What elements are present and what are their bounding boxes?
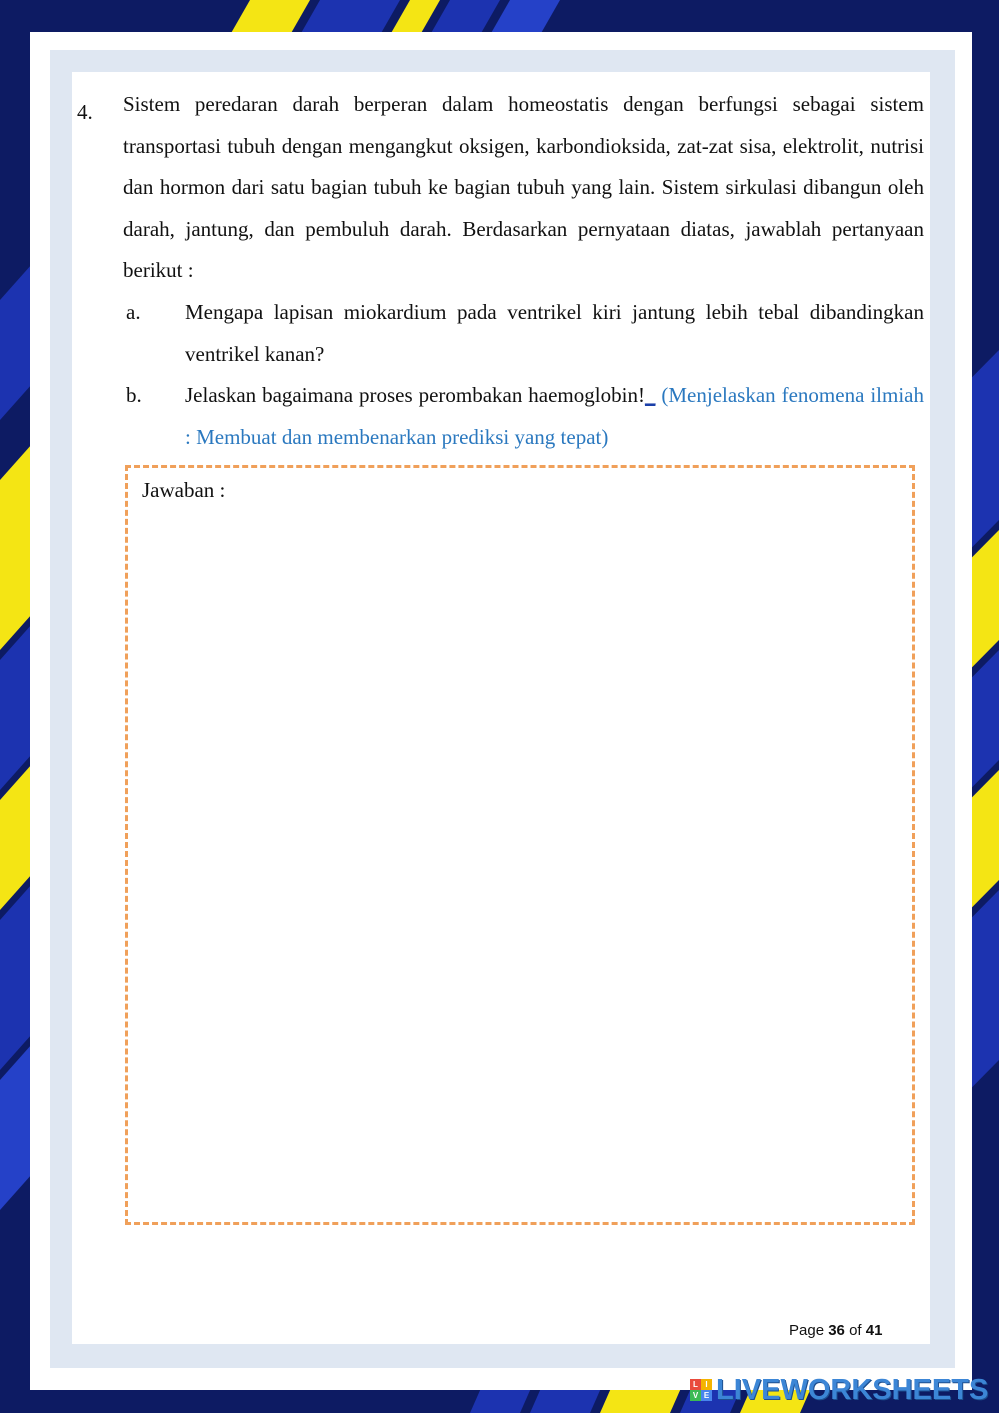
liveworksheets-logo-icon (690, 1379, 712, 1401)
logo-letter-i: I (701, 1379, 712, 1390)
sub-item-b-note: (Menjelaskan fenomena ilmiah : Membuat dan membenarkan prediksi yang tepat) (185, 383, 924, 449)
answer-box[interactable] (125, 465, 915, 1225)
page-word: Page (789, 1322, 825, 1339)
sub-item-b (185, 375, 924, 458)
liveworksheets-watermark (690, 1374, 990, 1406)
sub-item-b-text: Jelaskan bagaimana proses perombakan haemoglobin! (185, 383, 645, 407)
logo-letter-l: L (690, 1379, 701, 1390)
sub-item-b-blank: _ (644, 383, 656, 407)
page-number (789, 1322, 882, 1339)
sub-item-a-text: Mengapa lapisan miokardium pada ventrikel kiri jantung lebih tebal dibandingkan ventrikel kanan? (185, 300, 924, 366)
of-word: of (849, 1322, 862, 1339)
logo-letter-e: E (701, 1390, 712, 1401)
question-number: 4. (77, 100, 93, 124)
watermark-text: LIVEWORKSHEETS (716, 1373, 989, 1406)
sub-item-a-label: a. (126, 300, 141, 324)
current-page: 36 (828, 1322, 845, 1339)
question-text: Sistem peredaran darah berperan dalam homeostatis dengan berfungsi sebagai sistem transportasi tubuh dengan mengangkut oksigen, karbondioksida, zat-zat sisa, elektrolit, nutrisi dan hormon dari satu bagian tubuh ke bagian tubuh yang lain. Sistem sirkulasi dibangun oleh darah, jantung, dan pembuluh darah. Berdasarkan pernyataan diatas, jawablah pertanyaan berikut : (123, 92, 924, 282)
sub-item-b-label: b. (126, 383, 142, 407)
logo-letter-v: V (690, 1390, 701, 1401)
total-pages: 41 (865, 1322, 883, 1339)
answer-label: Jawaban : (142, 478, 226, 502)
